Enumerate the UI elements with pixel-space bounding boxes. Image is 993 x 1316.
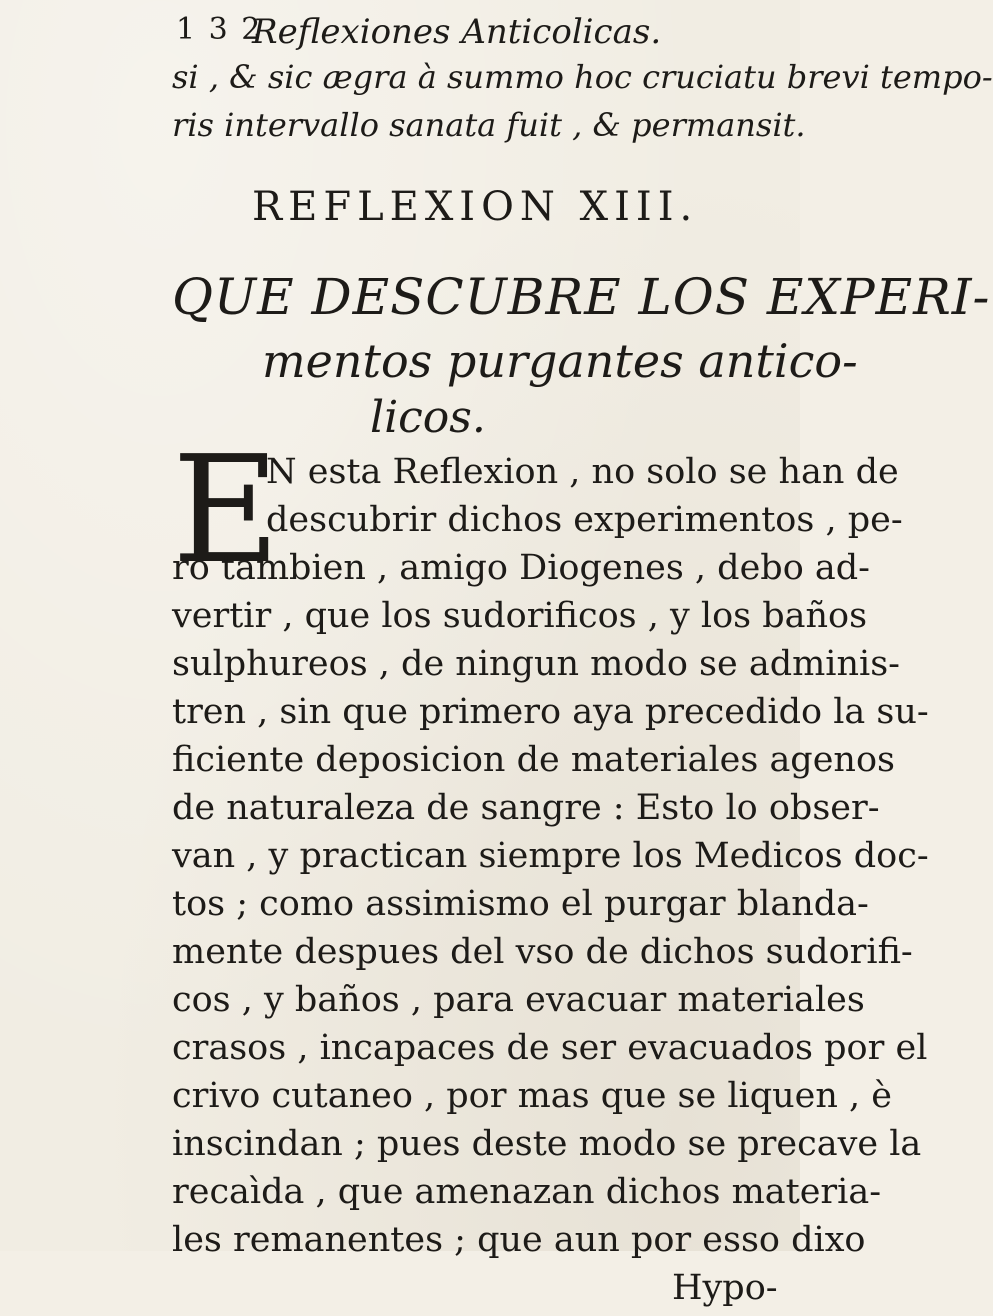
- body-line: inscindan ; pues deste modo se precave la: [172, 1124, 922, 1164]
- body-line: descubrir dichos experimentos , pe-: [266, 500, 903, 540]
- body-line: mente despues del vso de dichos sudorifi-: [172, 932, 913, 972]
- body-line: ficiente deposicion de materiales agenos: [172, 740, 896, 780]
- body-line: N esta Reflexion , no solo se han de: [266, 452, 899, 492]
- body-line: recaìda , que amenazan dichos materia-: [172, 1172, 882, 1212]
- subtitle-line-3: licos.: [370, 392, 486, 443]
- body-line: crivo cutaneo , por mas que se liquen , è: [172, 1076, 893, 1116]
- running-title: Reflexiones Anticolicas.: [252, 12, 662, 52]
- body-line: les remanentes ; que aun por esso dixo: [172, 1220, 866, 1260]
- subtitle-line-1: QUE DESCUBRE LOS EXPERI-: [172, 268, 991, 326]
- latin-quote-line-2: ris intervallo sanata fuit , & permansit.: [172, 106, 806, 144]
- body-line: van , y practican siempre los Medicos doc-: [172, 836, 929, 876]
- latin-quote-line-1: si , & sic ægra à summo hoc cruciatu brevi tempo-: [172, 58, 993, 96]
- body-line: cos , y baños , para evacuar materiales: [172, 980, 865, 1020]
- body-line: de naturaleza de sangre : Esto lo obser-: [172, 788, 880, 828]
- body-line: ro tambien , amigo Diogenes , debo ad-: [172, 548, 870, 588]
- reflexion-heading: REFLEXION XIII.: [252, 184, 699, 230]
- body-line: crasos , incapaces de ser evacuados por el: [172, 1028, 928, 1068]
- subtitle-line-2: mentos purgantes antico-: [262, 334, 858, 388]
- body-line: sulphureos , de ningun modo se adminis-: [172, 644, 901, 684]
- running-head: [176, 12, 776, 56]
- body-line: tren , sin que primero aya precedido la su-: [172, 692, 929, 732]
- page-number: 1 3 2: [176, 12, 263, 47]
- catchword: Hypo-: [672, 1268, 778, 1308]
- drop-cap-initial: E: [172, 424, 281, 596]
- body-line: vertir , que los sudorificos , y los baños: [172, 596, 868, 636]
- body-line: tos ; como assimismo el purgar blanda-: [172, 884, 869, 924]
